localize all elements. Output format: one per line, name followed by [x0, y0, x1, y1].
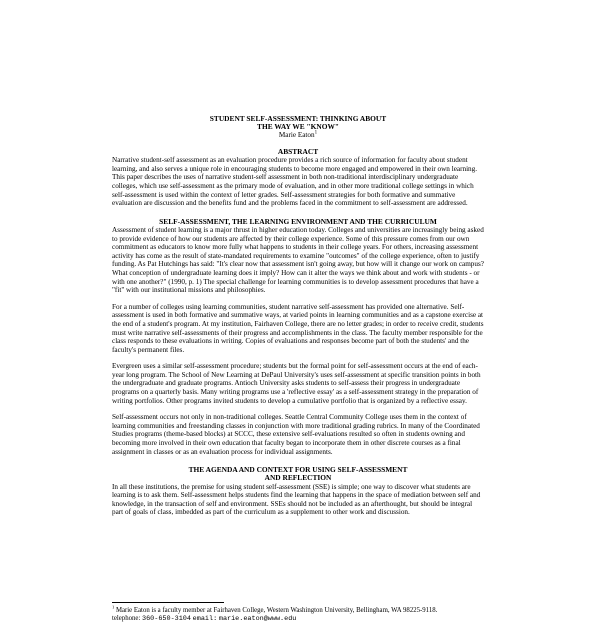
abstract-heading: ABSTRACT — [277, 147, 319, 156]
footnote-line-1 — [112, 604, 492, 615]
document-title-line-1: STUDENT SELF-ASSESSMENT: THINKING ABOUT — [209, 114, 387, 123]
section-2-paragraph: In all these institutions, the premise for using student self-assessment (SSE) is simple; one way to discover what students are learning is to ask them. Self-assessment helps students find the learning that happens in the space of mediation between self and knowledge, in the transaction of self and environment. SSEs should not be included as an afterthought, but should be integral part of goals of class, imbedded as part of the curriculum as a supplement to other work and discussion. — [112, 482, 481, 517]
footnote — [112, 604, 492, 624]
email-label: email: — [192, 615, 218, 624]
telephone-number: 360-650-3104 — [142, 615, 191, 624]
abstract-text: Narrative student-self assessment as an evaluation procedure provides a rich source of information for faculty about student learning, and also serves a unique role in encouraging students to become more engaged and empowered in their own learning. This paper describes the uses of narrative student-self assessment in both non-traditional interdisciplinary undergraduate colleges, which use self-assessment as the primary mode of evaluation, and in other more traditional college settings in which self-assessment is used within the context of letter grades. Self-assessment strategies for both formative and summative evaluation are discussion and the benefits fund and the problems faced in the commitment to self-assessment are addressed. — [112, 156, 478, 208]
footnote-divider — [112, 602, 224, 603]
section-1-paragraph-1: Assessment of student learning is a major thrust in higher education today. Colleges and universities are increasingly being asked to provide evidence of how our students are affected by their college experience. Some of this pressure comes from our own commitment as educators to know more fully what happens to students in their college years. For others, increasing assessment activity has come as the result of state-mandated requirements to examine "outcomes" of the college experience, often to justify funding. As Pat Hutchings has said: "It's clear now that assessment isn't going away, but how will it change our work on campus? What conception of undergraduate learning does it imply? How can it alter the ways we think about and work with students - or with one another?" (1990, p. 1) The special challenge for learning communities is to develop assessment procedures that have a "fit" with our institutional missions and philosophies. — [112, 225, 484, 295]
email-address[interactable]: marie.eaton@www.edu — [218, 615, 297, 624]
footnote-line-2 — [112, 615, 492, 623]
author-name: Marie Eaton — [278, 131, 315, 140]
author-footnote-mark: 1 — [314, 131, 318, 137]
section-2-heading-line-1: THE AGENDA AND CONTEXT FOR USING SELF-ASSESSMENT — [188, 465, 408, 475]
section-1-paragraph-2: For a number of colleges using learning communities, student narrative self-assessment has provided one alternative. Self-assessment is used in both formative and summative ways, at varied points in learning communities and as a capstone exercise at the end of a student's program. At my institution, Fairhaven College, there are no letter grades; in order to receive credit, students must write narrative self-assessments of their progress and accomplishments in the class. The faculty member responsible for the class responds to these evaluations in writing. Copies of evaluations and responses become part of both the students' and the faculty's permanent files. — [112, 302, 484, 354]
telephone-label: telephone: — [112, 615, 141, 623]
section-1-paragraph-3: Evergreen uses a similar self-assessment procedure; students but the formal point for self-assessment occurs at the end of each-year long program. The School of New Learning at DePaul University's uses self-assessment at specific transition points in both the undergraduate and graduate programs. Antioch University asks students to self-assess their progress in undergraduate programs on a quarterly basis. Many writing programs use a 'reflective essay' as a self-assessment strategy in the preparation of writing portfolios. Other programs invited students to develop a cumulative portfolio that is organized by a reflective essay. — [112, 362, 481, 405]
section-1-heading: SELF-ASSESSMENT, THE LEARNING ENVIRONMENT AND THE CURRICULUM — [159, 216, 437, 226]
document-body — [112, 115, 484, 517]
footnote-text: Marie Eaton is a faculty member at Fairhaven College, Western Washington University, Bellingham, WA 98225-9118. — [115, 607, 438, 614]
footnote-mark: 1 — [112, 604, 115, 610]
document-title-line-2: THE WAY WE "KNOW" — [257, 122, 339, 132]
section-1-paragraph-4: Self-assessment occurs not only in non-traditional colleges. Seattle Central Community College uses them in the context of learning communities and freestanding classes in conjunction with more traditional grading rubrics. In many of the Coordinated Studies programs (theme-based blocks) at SCCC, these extensive self-evaluations resulted so often in students owning and becoming more involved in their own education that faculty began to incorporate them in other discrete courses as a final assignment in classes or as an evaluation process for individual assignments. — [112, 413, 480, 456]
section-2-heading-line-2: AND REFLECTION — [264, 473, 332, 483]
author-line — [112, 131, 484, 140]
